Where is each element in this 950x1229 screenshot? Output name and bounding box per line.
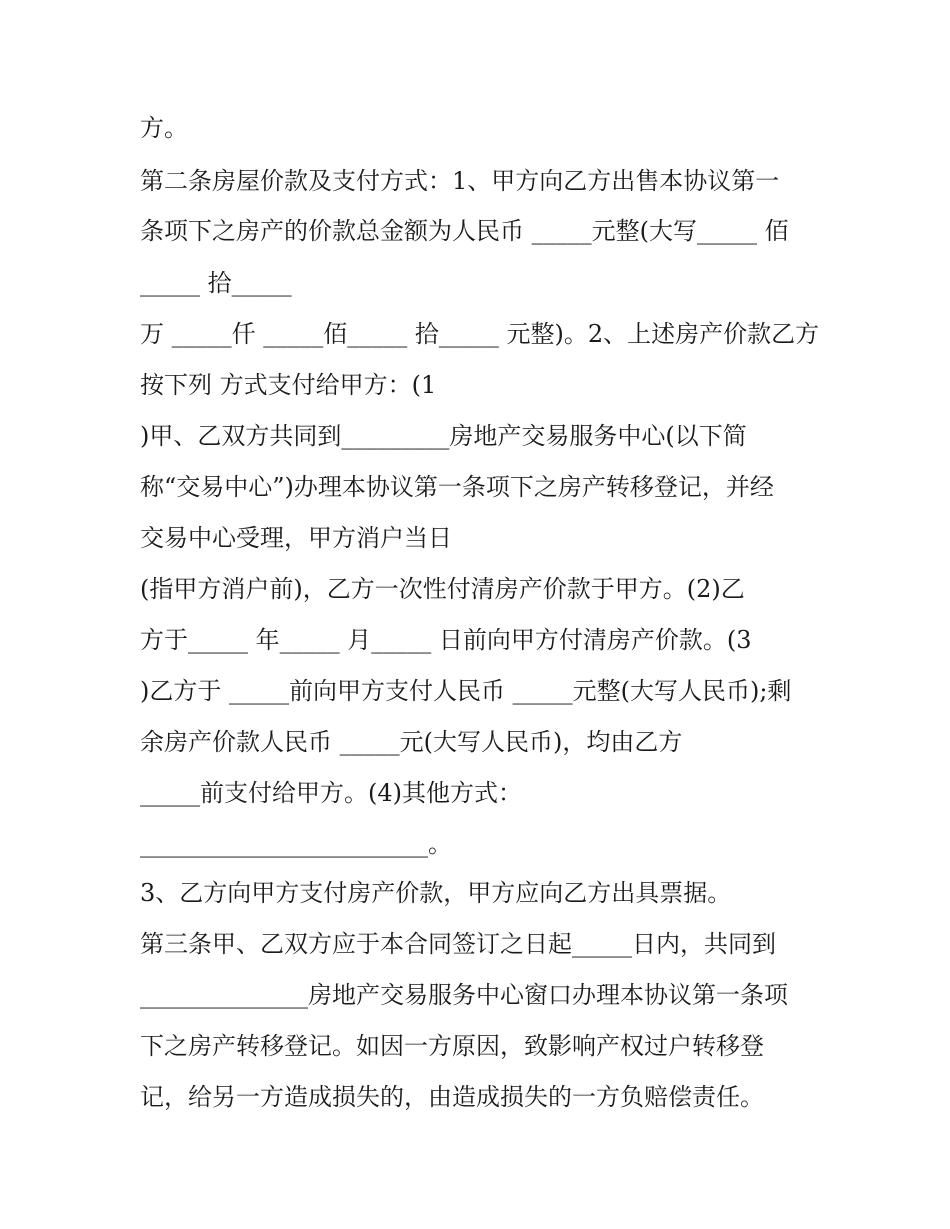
text-line: (指甲方消户前)，乙方一次性付清房产价款于甲方。(2)乙: [140, 575, 745, 603]
text-line: 称“交易中心”)办理本协议第一条项下之房产转移登记，并经: [140, 473, 774, 501]
text-line: _____ 拾_____: [140, 269, 292, 297]
text-line: 下之房产转移登记。如因一方原因，致影响产权过户转移登: [140, 1032, 764, 1060]
text-line: ______________房地产交易服务中心窗口办理本协议第一条项: [140, 981, 788, 1009]
text-line: 第三条甲、乙双方应于本合同签订之日起_____日内，共同到: [140, 930, 776, 958]
text-line: 按下列 方式支付给甲方：(1: [140, 371, 437, 399]
text-line: 方于_____ 年_____ 月_____ 日前向甲方付清房产价款。(3: [140, 626, 752, 654]
text-line: 余房产价款人民币 _____元(大写人民币)，均由乙方: [140, 728, 683, 756]
text-line: 记，给另一方造成损失的，由造成损失的一方负赔偿责任。: [140, 1083, 764, 1111]
text-line: 交易中心受理，甲方消户当日: [140, 524, 452, 552]
text-line: 3、乙方向甲方支付房产价款，甲方应向乙方出具票据。: [140, 879, 732, 907]
text-line: _____前支付给甲方。(4)其他方式：: [140, 779, 522, 807]
text-line: 方。: [140, 114, 188, 142]
text-line: 万 _____仟 _____佰_____ 拾_____ 元整)。2、上述房产价款乙方: [140, 320, 820, 348]
text-line: )甲、乙双方共同到_________房地产交易服务中心(以下简: [140, 422, 747, 450]
text-line: ________________________。: [140, 830, 452, 858]
text-line: )乙方于 _____前向甲方支付人民币 _____元整(大写人民币);剩: [140, 677, 792, 705]
text-line: 条项下之房产的价款总金额为人民币 _____元整(大写_____ 佰: [140, 217, 789, 245]
text-line: 第二条房屋价款及支付方式：1、甲方向乙方出售本协议第一: [140, 167, 780, 195]
